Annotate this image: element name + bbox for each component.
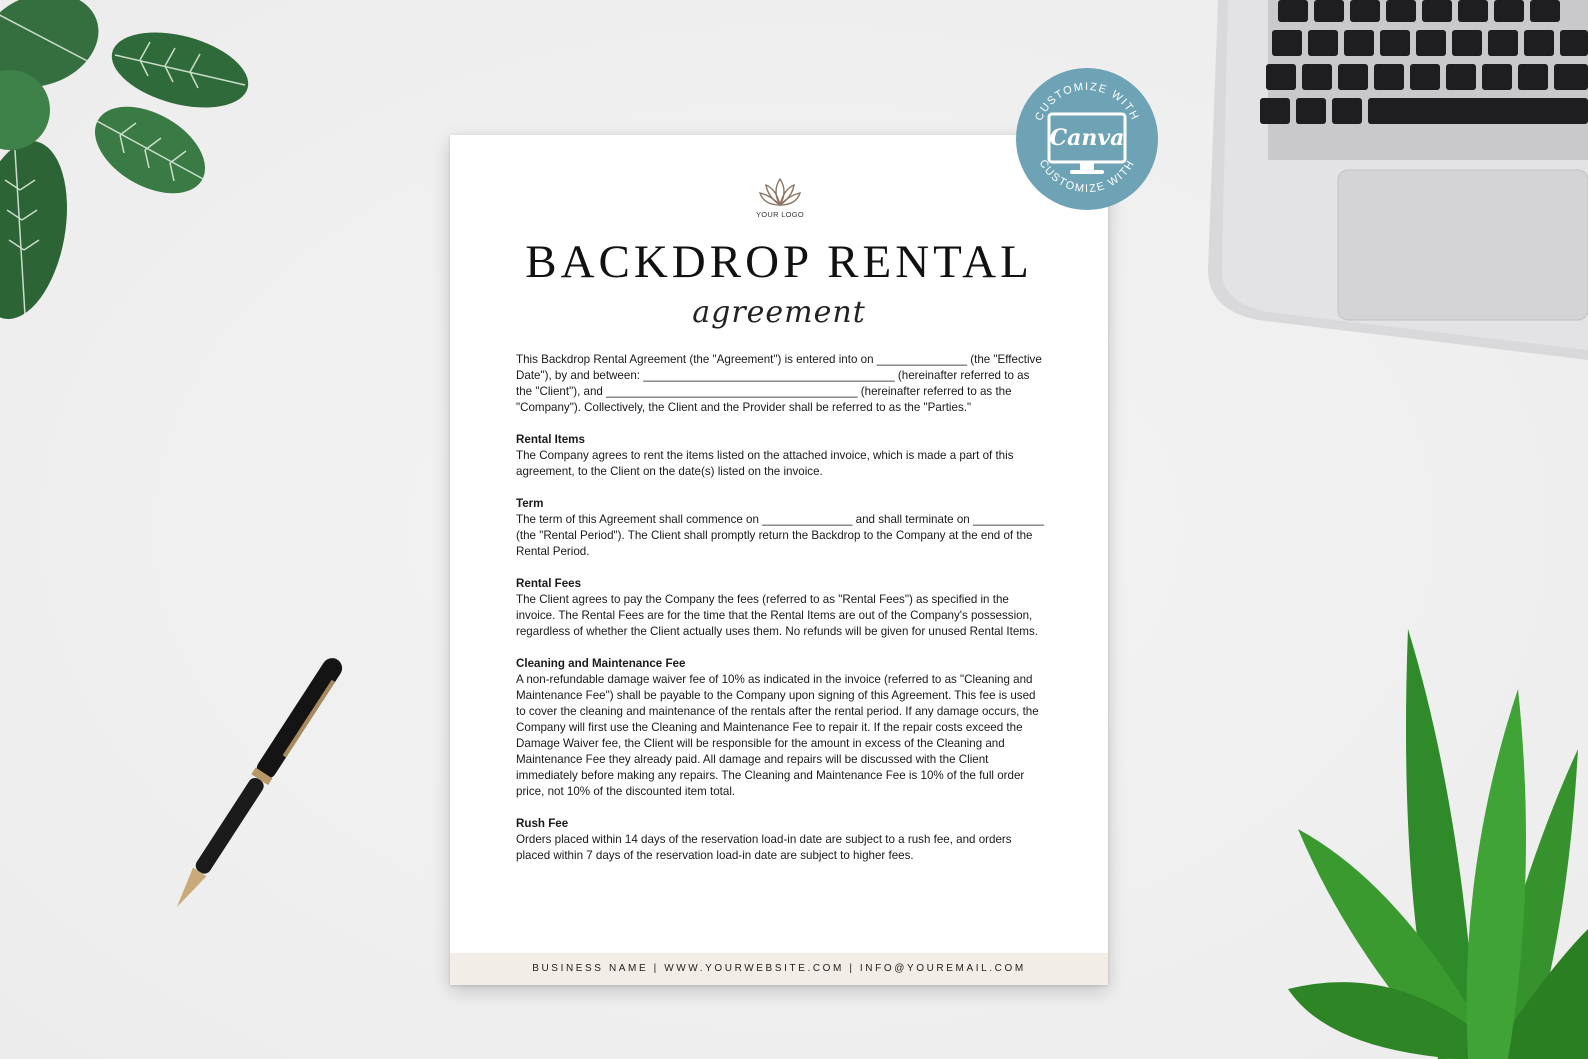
badge-top-text: CUSTOMIZE WITH (1032, 80, 1142, 123)
laptop (1188, 0, 1588, 360)
section-cleaning-fee (516, 656, 1044, 800)
section-term (516, 496, 1044, 560)
pen (150, 640, 360, 930)
section-rush-fee (516, 816, 1044, 864)
plant-bottom-right (1288, 629, 1588, 1059)
section-text: The Client agrees to pay the Company the fees (referred to as "Rental Fees") as specified in the invoice. The Rental Fees are for the time that the Rental Items are out of the Company's possession, regardless of whether the Client actually uses them. No refunds will be given for unused Rental Items. (516, 593, 1038, 638)
section-heading: Cleaning and Maintenance Fee (516, 657, 686, 670)
plant-top-left (0, 0, 260, 340)
section-text: A non-refundable damage waiver fee of 10% as indicated in the invoice (referred to as "Cleaning and Maintenance Fee") shall be payable to the Company upon signing of this Agreement. This fee is used to cover the cleaning and maintenance of the rentals after the rental period. If any damage occurs, the Company will first use the Cleaning and Maintenance Fee to repair it. If the repair costs exceed the Damage Waiver fee, the Client will be responsible for the amount in excess of the Cleaning and Maintenance Fee they already paid. All damage and repairs will be discussed with the Client immediately before making any repairs. The Cleaning and Maintenance Fee is 10% of the full order price, not 10% of the discounted item total. (516, 673, 1039, 798)
document-body (516, 352, 1044, 880)
section-heading: Term (516, 497, 544, 510)
section-text: The Company agrees to rent the items listed on the attached invoice, which is made a part of this agreement, to the Client on the date(s) listed on the invoice. (516, 449, 1014, 478)
section-heading: Rush Fee (516, 817, 569, 830)
canva-badge-art (1016, 68, 1158, 210)
section-heading: Rental Items (516, 433, 585, 446)
intro-paragraph: This Backdrop Rental Agreement (the "Agreement") is entered into on ______________ (the "Effective Date"), by and between: _______________________________________ (hereinafter referred to as the "Client"), and _______________________________________ (hereinafter referred to as the "Company"). Collectively, the Client and the Provider shall be referred to as the "Parties." (516, 353, 1042, 414)
logo-text: YOUR LOGO (755, 210, 805, 219)
badge-bottom-text: CUSTOMIZE WITH (1036, 157, 1138, 196)
agreement-document (450, 135, 1108, 985)
document-subtitle: agreement (692, 295, 866, 330)
document-title: BACKDROP RENTAL (525, 236, 1033, 288)
section-heading: Rental Fees (516, 577, 582, 590)
canva-brand-text: Canva (1049, 125, 1125, 151)
document-footer: BUSINESS NAME | WWW.YOURWEBSITE.COM | INFO@YOUREMAIL.COM (450, 953, 1108, 985)
section-rental-fees (516, 576, 1044, 640)
section-rental-items (516, 432, 1044, 480)
section-text: The term of this Agreement shall commence on ______________ and shall terminate on ___________ (the "Rental Period"). The Client shall promptly return the Backdrop to the Company at the end of the Rental Period. (516, 513, 1044, 558)
logo (750, 175, 810, 219)
lotus-icon (758, 175, 802, 209)
canva-badge (1016, 68, 1158, 210)
section-text: Orders placed within 14 days of the reservation load-in date are subject to a rush fee, and orders placed within 7 days of the reservation load-in date are subject to higher fees. (516, 833, 1012, 862)
